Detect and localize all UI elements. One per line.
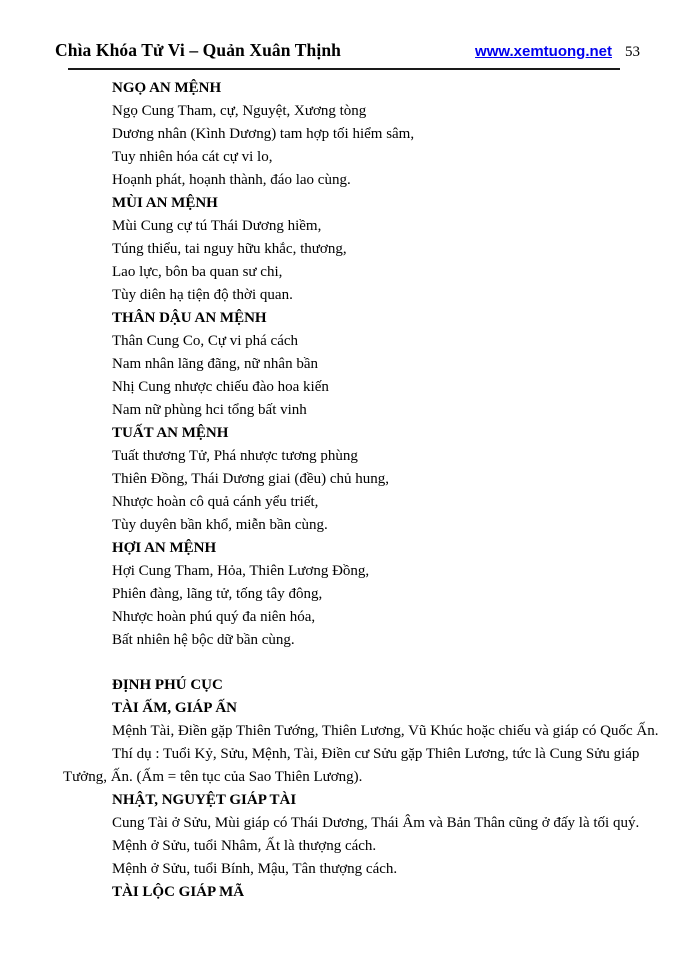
text-line: Mệnh Tài, Điền gặp Thiên Tướng, Thiên Lương, Vũ Khúc hoặc chiếu và giáp có Quốc Ấn. (112, 723, 659, 739)
text-line: Phiên đàng, lãng tử, tống tây đông, (112, 586, 323, 602)
text-line: Ngọ Cung Tham, cự, Nguyệt, Xương tòng (112, 103, 367, 119)
text-line: Dương nhân (Kình Dương) tam hợp tối hiểm sâm, (112, 126, 415, 142)
text-line: Tùy diên hạ tiện độ thời quan. (112, 287, 293, 303)
section-heading: TÀI LỘC GIÁP MÃ (112, 884, 245, 900)
text-line: Tuy nhiên hóa cát cự vi lo, (112, 149, 273, 165)
section-heading: HỢI AN MỆNH (112, 540, 217, 556)
text-line: Bất nhiên hệ bộc dữ bần cùng. (112, 632, 295, 648)
page-header (55, 40, 640, 61)
text-line: Thiên Đồng, Thái Dương giai (đều) chủ hung, (112, 471, 389, 487)
text-line: Thí dụ : Tuổi Kỷ, Sửu, Mệnh, Tài, Điền cư Sửu gặp Thiên Lương, tức là Cung Sửu giáp (112, 746, 640, 762)
text-line: Mệnh ở Sửu, tuổi Bính, Mậu, Tân thượng cách. (112, 861, 398, 877)
section-heading: THÂN DẬU AN MỆNH (112, 310, 267, 326)
text-line: Thân Cung Co, Cự vi phá cách (112, 333, 299, 349)
section-heading: MÙI AN MỆNH (112, 195, 218, 211)
text-line: Mùi Cung cự tú Thái Dương hiềm, (112, 218, 322, 234)
page-number: 53 (625, 44, 640, 60)
text-line: Túng thiểu, tai nguy hữu khắc, thương, (112, 241, 347, 257)
section-heading: TÀI ẤM, GIÁP ẤN (112, 700, 238, 716)
website-link[interactable]: www.xemtuong.net (475, 43, 612, 60)
text-line: Nhược hoàn cô quả cánh yểu triết, (112, 494, 319, 510)
text-line: Mệnh ở Sửu, tuổi Nhâm, Ất là thượng cách. (112, 838, 377, 854)
header-divider (68, 68, 620, 70)
text-line: Hoạnh phát, hoạnh thành, đáo lao cùng. (112, 172, 351, 188)
section-heading: ĐỊNH PHÚ CỤC (112, 677, 223, 693)
text-line: Tưởng, Ấn. (Ấm = tên tục của Sao Thiên Lương). (63, 769, 363, 785)
text-line: Nam nữ phùng hci tổng bất vinh (112, 402, 307, 418)
text-line: Hợi Cung Tham, Hỏa, Thiên Lương Đồng, (112, 563, 370, 579)
text-line: Tuất thương Tử, Phá nhược tương phùng (112, 448, 358, 464)
text-line: Cung Tài ở Sửu, Mùi giáp có Thái Dương, Thái Âm và Bản Thân cũng ở đấy là tối quý. (112, 815, 640, 831)
header-right (475, 43, 640, 61)
text-line: Nhị Cung nhược chiếu đào hoa kiến (112, 379, 329, 395)
book-title: Chìa Khóa Tử Vi – Quản Xuân Thịnh (55, 40, 341, 60)
section-heading: TUẤT AN MỆNH (112, 425, 229, 441)
section-heading: NGỌ AN MỆNH (112, 80, 222, 96)
text-line: Tùy duyên bần khổ, miễn bần cùng. (112, 517, 328, 533)
text-line: Nhược hoàn phú quý đa niên hóa, (112, 609, 316, 625)
document-body (63, 77, 659, 904)
text-line: Nam nhân lãng đãng, nữ nhân bần (112, 356, 318, 372)
section-heading: NHẬT, NGUYỆT GIÁP TÀI (112, 792, 297, 808)
text-line: Lao lực, bôn ba quan sư chi, (112, 264, 283, 280)
blank-line (63, 652, 626, 674)
